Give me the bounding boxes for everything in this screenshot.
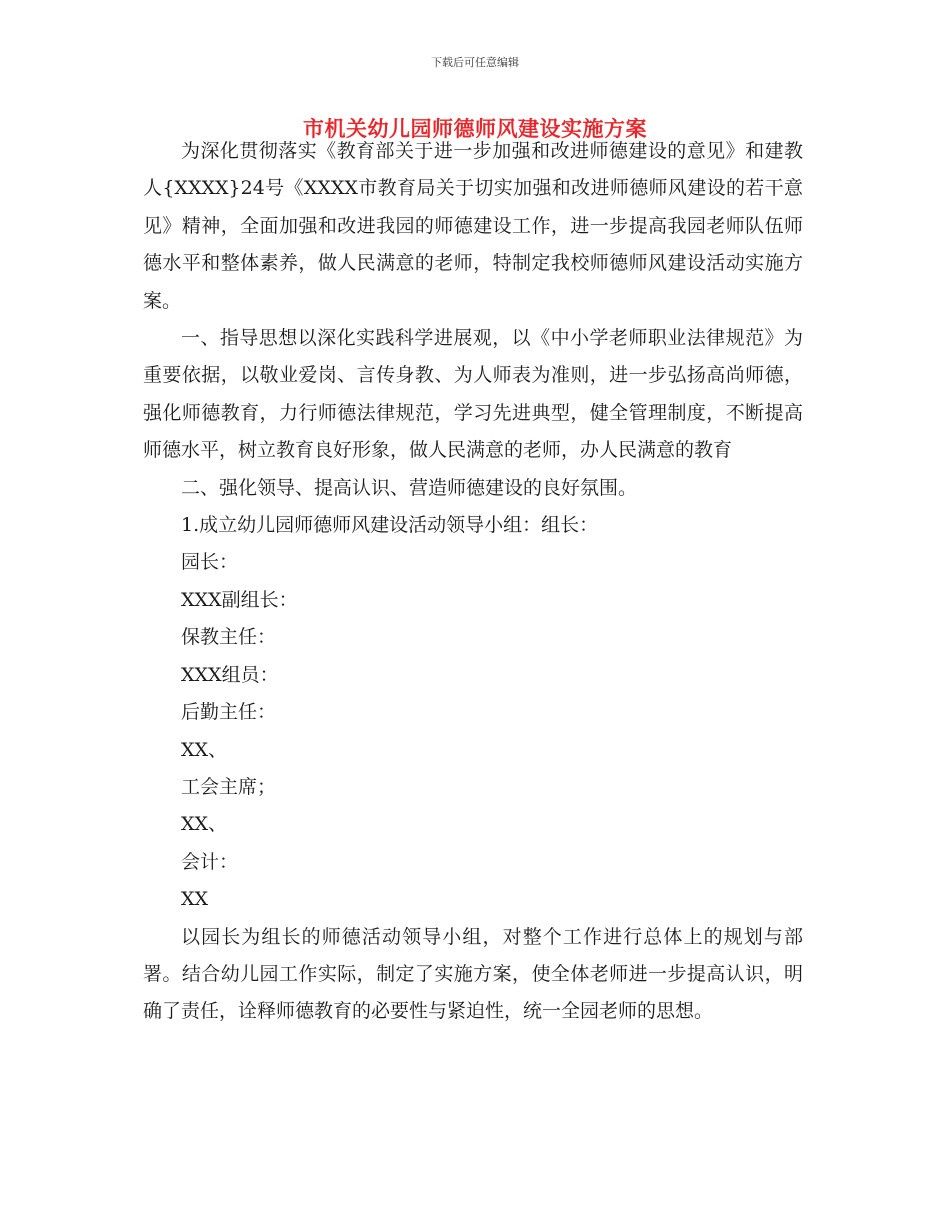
- closing-paragraph: 以园长为组长的师德活动领导小组，对整个工作进行总体上的规划与部署。结合幼儿园工作实际，制定了实施方案，使全体老师进一步提高认识，明确了责任，诠释师德教育的必要性与紧迫性，统一全园老师的思想。: [143, 925, 803, 1023]
- document-body: [143, 133, 803, 1031]
- leadership-heading: 二、强化领导、提高认识、营造师德建设的良好氛围。: [181, 476, 638, 499]
- roster-line: XXX副组长：: [181, 588, 298, 611]
- roster-line: 会计：: [181, 850, 239, 873]
- intro-paragraph: 为深化贯彻落实《教育部关于进一步加强和改进师德建设的意见》和建教人{XXXX}24号《XXXX市教育局关于切实加强和改进师德师风建设的若干意见》精神，全面加强和改进我园的师德建设工作，进一步提高我园老师队伍师德水平和整体素养，做人民满意的老师，特制定我校师德师风建设活动实施方案。: [143, 140, 803, 312]
- roster-line: 保教主任：: [181, 626, 277, 649]
- roster-line: XXX组员：: [181, 663, 279, 686]
- roster-line: XX: [181, 888, 209, 911]
- header-note: 下载后可任意编辑: [431, 56, 519, 69]
- guiding-principle-paragraph: 一、指导思想以深化实践科学进展观，以《中小学老师职业法律规范》为重要依据，以敬业爱岗、言传身教、为人师表为准则，进一步弘扬高尚师德，强化师德教育，力行师德法律规范，学习先进典型，健全管理制度，不断提高师德水平，树立教育良好形象，做人民满意的老师，办人民满意的教育: [143, 327, 803, 462]
- roster-line: XX、: [181, 738, 228, 761]
- roster-line: 后勤主任：: [181, 701, 277, 724]
- roster-line: 工会主席；: [181, 775, 277, 798]
- roster-line: 园长：: [181, 551, 239, 574]
- document-title: 市机关幼儿园师德师风建设实施方案: [303, 117, 647, 141]
- leadership-group-item: 1.成立幼儿园师德师风建设活动领导小组：组长：: [181, 514, 599, 537]
- roster-line: XX、: [181, 813, 228, 836]
